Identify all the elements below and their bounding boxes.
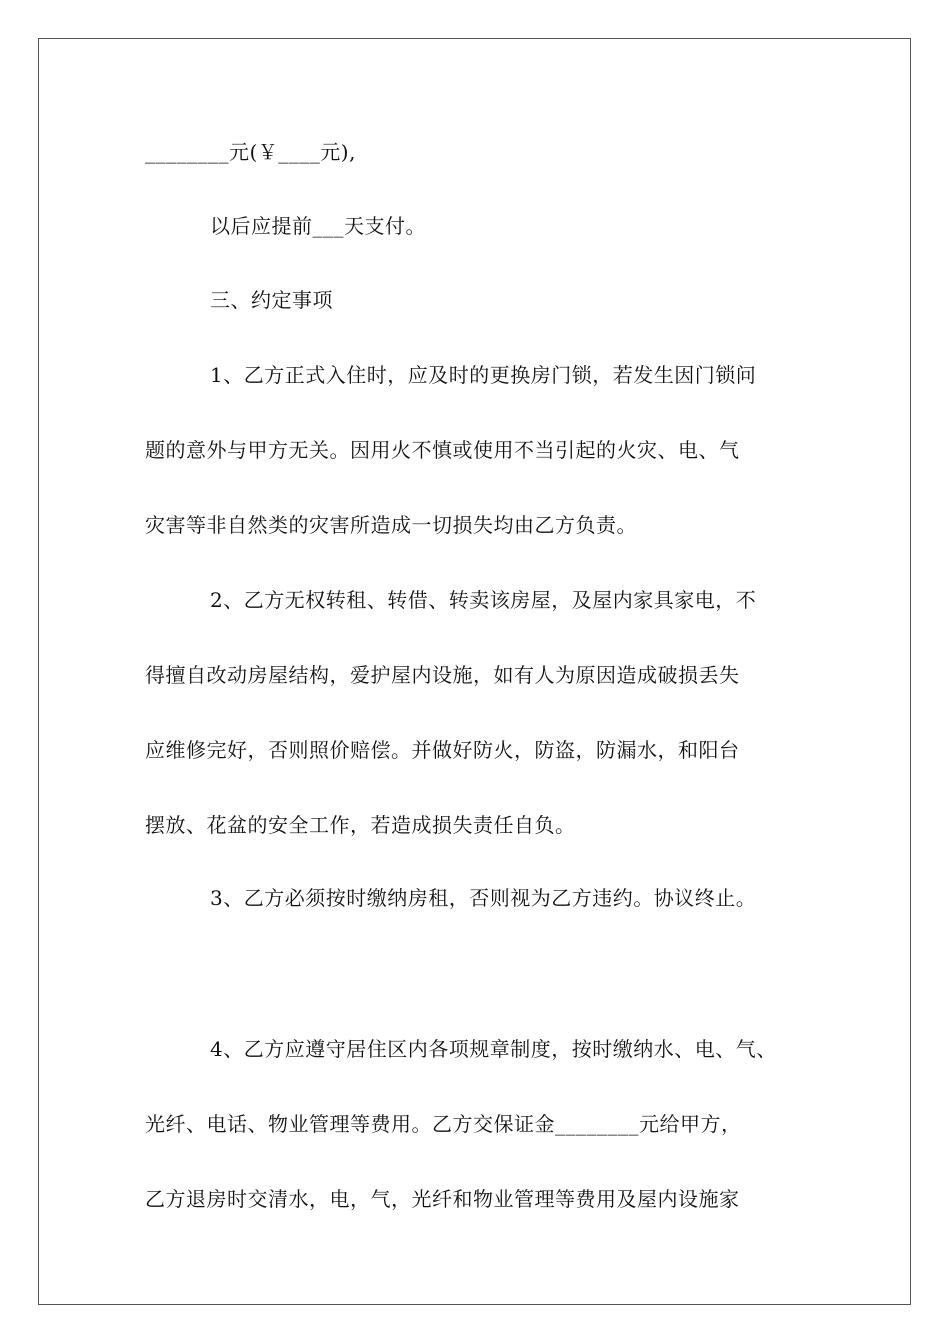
clause-4-line-3: 乙方退房时交清水，电，气，光纤和物业管理等费用及屋内设施家 [145,1187,740,1211]
clause-1-line-3: 灾害等非自然类的灾害所造成一切损失均由乙方负责。 [145,513,637,537]
clause-1-line-2: 题的意外与甲方无关。因用火不慎或使用不当引起的火灾、电、气 [145,438,740,462]
clause-4-line-2: 光纤、电话、物业管理等费用。乙方交保证金________元给甲方， [145,1112,742,1136]
section-heading: 三、约定事项 [210,288,333,312]
clause-2-line-4: 摆放、花盆的安全工作，若造成损失责任自负。 [145,813,576,837]
text-line-2: 以后应提前___天支付。 [210,214,426,238]
clause-3-line-1: 3、乙方必须按时缴纳房租，否则视为乙方违约。协议终止。 [210,886,757,910]
clause-2-line-3: 应维修完好，否则照价赔偿。并做好防火，防盗，防漏水，和阳台 [145,738,740,762]
clause-4-line-1: 4、乙方应遵守居住区内各项规章制度，按时缴纳水、电、气、 [210,1037,777,1061]
text-line-1: ________元(￥____元), [145,140,356,164]
clause-2-line-1: 2、乙方无权转租、转借、转卖该房屋，及屋内家具家电，不 [210,588,757,612]
clause-1-line-1: 1、乙方正式入住时，应及时的更换房门锁，若发生因门锁问 [210,363,757,387]
clause-2-line-2: 得擅自改动房屋结构，爱护屋内设施，如有人为原因造成破损丢失 [145,663,740,687]
